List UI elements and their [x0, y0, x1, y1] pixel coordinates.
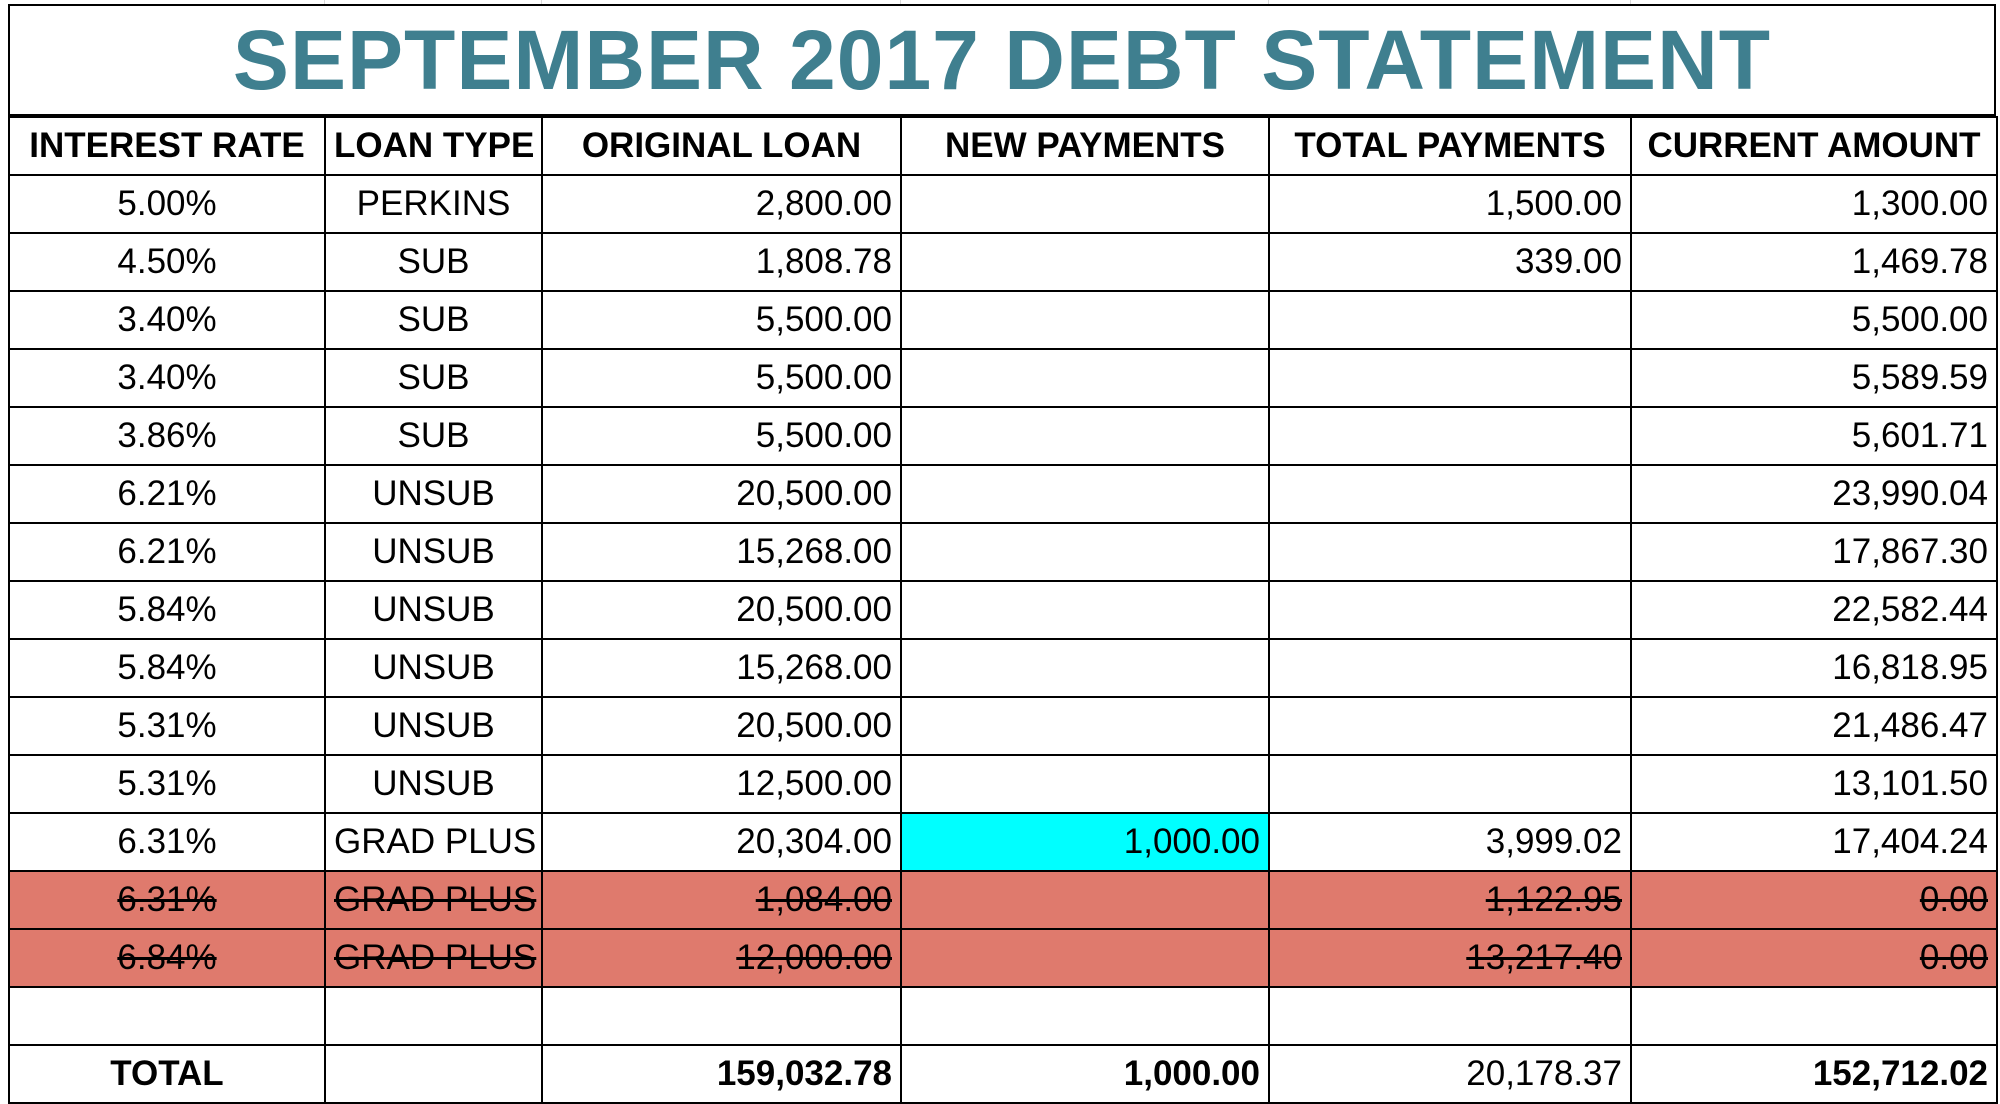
loan-type-value: GRAD PLUS [334, 822, 537, 861]
total-new-cell[interactable] [901, 1045, 1269, 1103]
interest-rate-cell[interactable] [9, 523, 325, 581]
current-amount-cell[interactable] [1631, 697, 1997, 755]
current-amount-cell[interactable] [1631, 813, 1997, 871]
table-row [9, 523, 1997, 581]
table-row [9, 987, 1997, 1045]
new-payments-value: 1,000.00 [1123, 822, 1260, 861]
interest-rate-cell[interactable] [9, 697, 325, 755]
new-payments-cell[interactable] [901, 175, 1269, 233]
new-payments-cell[interactable] [901, 291, 1269, 349]
original-loan-cell[interactable] [542, 407, 901, 465]
original-loan-cell[interactable] [542, 349, 901, 407]
original-loan-value: 1,084.00 [755, 880, 892, 919]
interest-rate-cell[interactable] [9, 581, 325, 639]
loan-type-value: GRAD PLUS [334, 880, 537, 919]
total-new: 1,000.00 [1123, 1054, 1260, 1093]
original-loan-cell[interactable] [542, 175, 901, 233]
current-amount-value: 1,300.00 [1851, 184, 1988, 223]
new-payments-cell[interactable] [901, 987, 1269, 1045]
total-row [9, 1045, 1997, 1103]
loan-type-cell[interactable] [325, 291, 542, 349]
interest-rate-cell[interactable] [9, 639, 325, 697]
original-loan-value: 20,304.00 [736, 822, 892, 861]
header-current-amount[interactable]: CURRENT AMOUNT [1631, 117, 1997, 175]
new-payments-cell[interactable] [901, 813, 1269, 871]
current-amount-cell[interactable] [1631, 291, 1997, 349]
total-payments-value: 1,500.00 [1485, 184, 1622, 223]
loan-type-cell[interactable] [325, 987, 542, 1045]
original-loan-value: 5,500.00 [755, 358, 892, 397]
interest-rate-value: 3.86% [117, 416, 217, 455]
interest-rate-value: 6.21% [117, 474, 217, 513]
header-loan-type[interactable]: LOAN TYPE [325, 117, 542, 175]
current-amount-value: 17,867.30 [1832, 532, 1988, 571]
loan-type-value: SUB [397, 358, 470, 397]
interest-rate-value: 6.31% [117, 880, 217, 919]
current-amount-value: 23,990.04 [1832, 474, 1988, 513]
total-payments-cell[interactable] [1269, 1045, 1631, 1103]
current-amount-cell[interactable] [1631, 175, 1997, 233]
table-row [9, 407, 1997, 465]
loan-type-cell[interactable] [325, 755, 542, 813]
total-payments-cell[interactable] [1269, 813, 1631, 871]
new-payments-cell[interactable] [901, 233, 1269, 291]
original-loan-cell[interactable] [542, 639, 901, 697]
loan-type-value: UNSUB [372, 706, 495, 745]
new-payments-cell[interactable] [901, 697, 1269, 755]
original-loan-value: 15,268.00 [736, 648, 892, 687]
current-amount-value: 16,818.95 [1832, 648, 1988, 687]
new-payments-cell[interactable] [901, 581, 1269, 639]
original-loan-cell[interactable] [542, 523, 901, 581]
total-payments-cell[interactable] [1269, 175, 1631, 233]
total-payments-cell[interactable] [1269, 291, 1631, 349]
total-current: 152,712.02 [1812, 1054, 1988, 1093]
current-amount-cell[interactable] [1631, 523, 1997, 581]
table-row [9, 465, 1997, 523]
total-payments-value: 1,122.95 [1485, 880, 1622, 919]
total-current-cell[interactable] [1631, 1045, 1997, 1103]
current-amount-value: 0.00 [1919, 938, 1988, 977]
current-amount-value: 22,582.44 [1832, 590, 1988, 629]
loan-type-value: UNSUB [372, 590, 495, 629]
loan-type-cell[interactable] [325, 175, 542, 233]
interest-rate-cell[interactable] [9, 407, 325, 465]
new-payments-cell[interactable] [901, 929, 1269, 987]
original-loan-cell[interactable] [542, 813, 901, 871]
total-payments-value: 3,999.02 [1485, 822, 1622, 861]
total-payments-cell[interactable] [1269, 581, 1631, 639]
loan-type-cell[interactable] [325, 407, 542, 465]
total-payments-cell[interactable] [1269, 697, 1631, 755]
interest-rate-cell[interactable] [9, 929, 325, 987]
current-amount-value: 13,101.50 [1832, 764, 1988, 803]
new-payments-cell[interactable] [901, 465, 1269, 523]
original-loan-value: 5,500.00 [755, 300, 892, 339]
header-original-loan[interactable]: ORIGINAL LOAN [542, 117, 901, 175]
original-loan-value: 15,268.00 [736, 532, 892, 571]
loan-type-cell[interactable] [325, 349, 542, 407]
table-row [9, 639, 1997, 697]
original-loan-cell[interactable] [542, 929, 901, 987]
header-total-payments[interactable]: TOTAL PAYMENTS [1269, 117, 1631, 175]
loan-type-value: GRAD PLUS [334, 938, 537, 977]
current-amount-value: 21,486.47 [1832, 706, 1988, 745]
total-payments-cell[interactable] [1269, 755, 1631, 813]
current-amount-cell[interactable] [1631, 929, 1997, 987]
table-row [9, 233, 1997, 291]
total-payments: 20,178.37 [1466, 1054, 1622, 1093]
total-payments-cell[interactable] [1269, 233, 1631, 291]
interest-rate-value: 6.31% [117, 822, 217, 861]
current-amount-value: 0.00 [1919, 880, 1988, 919]
original-loan-value: 1,808.78 [755, 242, 892, 281]
title-cell[interactable] [8, 4, 1996, 116]
total-type-cell[interactable] [325, 1045, 542, 1103]
interest-rate-cell[interactable] [9, 233, 325, 291]
interest-rate-value: 3.40% [117, 300, 217, 339]
header-new-payments[interactable]: NEW PAYMENTS [901, 117, 1269, 175]
loan-type-cell[interactable] [325, 465, 542, 523]
new-payments-cell[interactable] [901, 755, 1269, 813]
total-payments-cell[interactable] [1269, 407, 1631, 465]
current-amount-cell[interactable] [1631, 581, 1997, 639]
loan-type-value: UNSUB [372, 764, 495, 803]
new-payments-cell[interactable] [901, 407, 1269, 465]
new-payments-cell[interactable] [901, 349, 1269, 407]
statement-title: SEPTEMBER 2017 DEBT STATEMENT [232, 12, 1772, 107]
table-row [9, 929, 1997, 987]
interest-rate-value: 4.50% [117, 242, 217, 281]
header-interest-rate[interactable]: INTEREST RATE [9, 117, 325, 175]
table-row [9, 349, 1997, 407]
total-payments-cell[interactable] [1269, 639, 1631, 697]
interest-rate-value: 6.21% [117, 532, 217, 571]
original-loan-cell[interactable] [542, 233, 901, 291]
original-loan-value: 12,500.00 [736, 764, 892, 803]
total-payments-cell[interactable] [1269, 349, 1631, 407]
table-row [9, 175, 1997, 233]
new-payments-cell[interactable] [901, 639, 1269, 697]
original-loan-value: 5,500.00 [755, 416, 892, 455]
total-original: 159,032.78 [716, 1054, 892, 1093]
loan-type-value: SUB [397, 242, 470, 281]
interest-rate-cell[interactable] [9, 755, 325, 813]
current-amount-cell[interactable] [1631, 465, 1997, 523]
total-payments-cell[interactable] [1269, 465, 1631, 523]
current-amount-cell[interactable] [1631, 871, 1997, 929]
original-loan-value: 20,500.00 [736, 474, 892, 513]
table-row [9, 291, 1997, 349]
interest-rate-cell[interactable] [9, 871, 325, 929]
original-loan-cell[interactable] [542, 581, 901, 639]
loan-type-value: UNSUB [372, 474, 495, 513]
loan-type-cell[interactable] [325, 523, 542, 581]
loan-type-cell[interactable] [325, 697, 542, 755]
interest-rate-cell[interactable] [9, 349, 325, 407]
current-amount-cell[interactable] [1631, 987, 1997, 1045]
original-loan-value: 20,500.00 [736, 590, 892, 629]
loan-type-value: UNSUB [372, 648, 495, 687]
original-loan-value: 20,500.00 [736, 706, 892, 745]
current-amount-cell[interactable] [1631, 233, 1997, 291]
loan-type-cell[interactable] [325, 639, 542, 697]
current-amount-value: 5,589.59 [1851, 358, 1988, 397]
total-label: TOTAL [110, 1054, 224, 1093]
current-amount-value: 1,469.78 [1851, 242, 1988, 281]
original-loan-cell[interactable] [542, 291, 901, 349]
current-amount-value: 17,404.24 [1832, 822, 1988, 861]
loan-type-cell[interactable] [325, 233, 542, 291]
total-payments-cell[interactable] [1269, 987, 1631, 1045]
current-amount-value: 5,500.00 [1851, 300, 1988, 339]
interest-rate-value: 6.84% [117, 938, 217, 977]
total-payments-cell[interactable] [1269, 523, 1631, 581]
table-row [9, 813, 1997, 871]
original-loan-cell[interactable] [542, 465, 901, 523]
interest-rate-cell[interactable] [9, 813, 325, 871]
new-payments-cell[interactable] [901, 871, 1269, 929]
table-row [9, 697, 1997, 755]
current-amount-cell[interactable] [1631, 349, 1997, 407]
current-amount-cell[interactable] [1631, 407, 1997, 465]
header-row [9, 117, 1997, 175]
original-loan-cell[interactable] [542, 871, 901, 929]
original-loan-value: 2,800.00 [755, 184, 892, 223]
interest-rate-value: 5.31% [117, 764, 217, 803]
total-original-cell[interactable] [542, 1045, 901, 1103]
loan-type-cell[interactable] [325, 581, 542, 639]
interest-rate-value: 5.00% [117, 184, 217, 223]
interest-rate-value: 3.40% [117, 358, 217, 397]
original-loan-value: 12,000.00 [736, 938, 892, 977]
total-payments-cell[interactable] [1269, 871, 1631, 929]
original-loan-cell[interactable] [542, 755, 901, 813]
interest-rate-cell[interactable] [9, 175, 325, 233]
original-loan-cell[interactable] [542, 987, 901, 1045]
total-payments-value: 339.00 [1514, 242, 1622, 281]
loan-type-value: SUB [397, 300, 470, 339]
total-payments-cell[interactable] [1269, 929, 1631, 987]
debt-table [8, 116, 1998, 1104]
total-payments-value: 13,217.40 [1466, 938, 1622, 977]
interest-rate-cell[interactable] [9, 465, 325, 523]
interest-rate-value: 5.84% [117, 648, 217, 687]
loan-type-cell[interactable] [325, 813, 542, 871]
table-row [9, 581, 1997, 639]
loan-type-value: PERKINS [356, 184, 511, 223]
interest-rate-cell[interactable] [9, 291, 325, 349]
loan-type-cell[interactable] [325, 871, 542, 929]
new-payments-cell[interactable] [901, 523, 1269, 581]
loan-type-value: UNSUB [372, 532, 495, 571]
loan-type-cell[interactable] [325, 929, 542, 987]
interest-rate-value: 5.84% [117, 590, 217, 629]
original-loan-cell[interactable] [542, 697, 901, 755]
interest-rate-cell[interactable] [9, 987, 325, 1045]
current-amount-cell[interactable] [1631, 755, 1997, 813]
total-label-cell[interactable] [9, 1045, 325, 1103]
loan-type-value: SUB [397, 416, 470, 455]
table-row [9, 871, 1997, 929]
current-amount-value: 5,601.71 [1851, 416, 1988, 455]
table-row [9, 755, 1997, 813]
interest-rate-value: 5.31% [117, 706, 217, 745]
current-amount-cell[interactable] [1631, 639, 1997, 697]
